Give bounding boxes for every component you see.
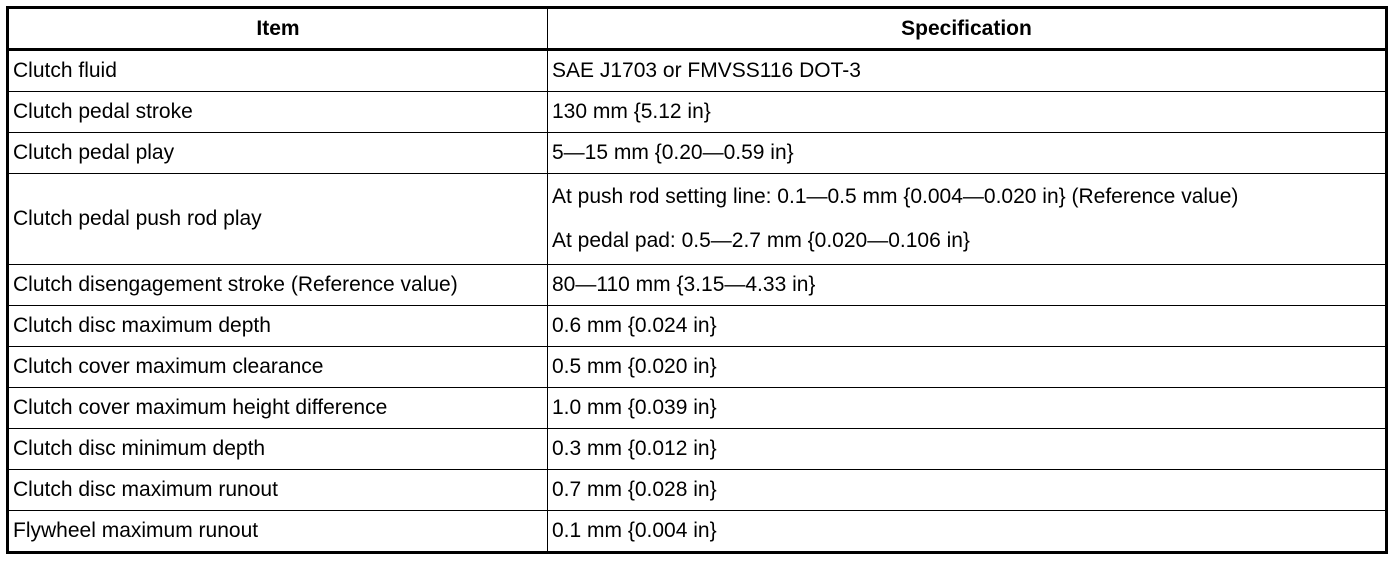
table-row bbox=[8, 511, 1387, 553]
specification-cell bbox=[548, 174, 1387, 265]
item-cell: Clutch fluid bbox=[8, 50, 548, 92]
item-cell: Clutch disc minimum depth bbox=[8, 429, 548, 470]
item-cell: Clutch pedal push rod play bbox=[8, 174, 548, 265]
table-header-row bbox=[8, 8, 1387, 50]
specification-cell: 0.1 mm {0.004 in} bbox=[548, 511, 1387, 553]
item-cell: Clutch disc maximum runout bbox=[8, 470, 548, 511]
specification-cell: 1.0 mm {0.039 in} bbox=[548, 388, 1387, 429]
item-cell: Clutch cover maximum clearance bbox=[8, 347, 548, 388]
column-header-specification: Specification bbox=[548, 8, 1387, 50]
table-row bbox=[8, 50, 1387, 92]
column-header-item: Item bbox=[8, 8, 548, 50]
table-row bbox=[8, 429, 1387, 470]
specification-cell: 130 mm {5.12 in} bbox=[548, 92, 1387, 133]
specification-cell: 0.5 mm {0.020 in} bbox=[548, 347, 1387, 388]
specification-cell: 0.6 mm {0.024 in} bbox=[548, 306, 1387, 347]
item-cell: Clutch pedal stroke bbox=[8, 92, 548, 133]
table-row bbox=[8, 265, 1387, 306]
item-cell: Clutch disc maximum depth bbox=[8, 306, 548, 347]
specification-cell: 0.3 mm {0.012 in} bbox=[548, 429, 1387, 470]
specification-cell: 80—110 mm {3.15—4.33 in} bbox=[548, 265, 1387, 306]
table-row bbox=[8, 133, 1387, 174]
table-row bbox=[8, 388, 1387, 429]
item-cell: Clutch pedal play bbox=[8, 133, 548, 174]
table-row bbox=[8, 92, 1387, 133]
item-cell: Clutch disengagement stroke (Reference value) bbox=[8, 265, 548, 306]
table-row bbox=[8, 306, 1387, 347]
table-row bbox=[8, 174, 1387, 265]
table-row bbox=[8, 470, 1387, 511]
specification-line: At push rod setting line: 0.1—0.5 mm {0.004—0.020 in} (Reference value) bbox=[552, 185, 1239, 208]
specification-cell: 0.7 mm {0.028 in} bbox=[548, 470, 1387, 511]
specification-line: At pedal pad: 0.5—2.7 mm {0.020—0.106 in} bbox=[552, 229, 970, 252]
item-cell: Flywheel maximum runout bbox=[8, 511, 548, 553]
specification-table bbox=[6, 6, 1388, 554]
specification-cell: 5—15 mm {0.20—0.59 in} bbox=[548, 133, 1387, 174]
specification-cell: SAE J1703 or FMVSS116 DOT-3 bbox=[548, 50, 1387, 92]
table-row bbox=[8, 347, 1387, 388]
item-cell: Clutch cover maximum height difference bbox=[8, 388, 548, 429]
